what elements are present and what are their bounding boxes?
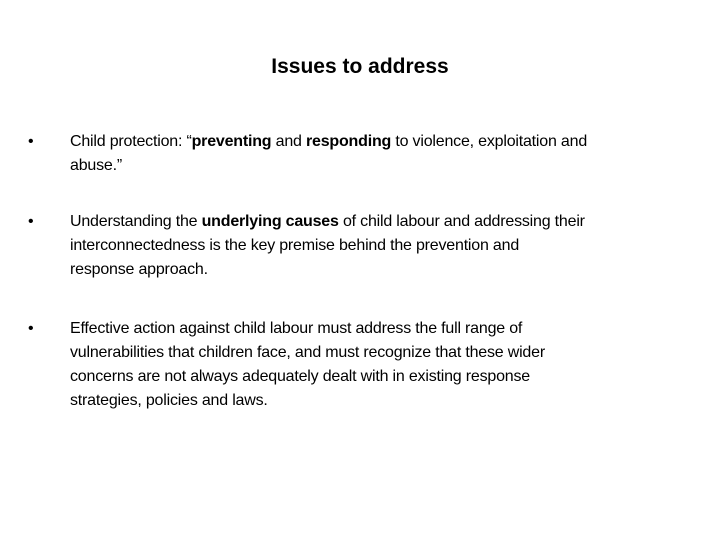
bullet-line: interconnectedness is the key premise behind the prevention and (70, 237, 520, 254)
text: to violence, exploitation and (391, 133, 588, 150)
bullet-line: abuse.” (70, 157, 122, 174)
bold-text: preventing (191, 133, 272, 150)
bold-text: responding (305, 133, 392, 150)
bullet-line: concerns are not always adequately dealt with in existing response (70, 368, 530, 385)
bullet-dot: • (28, 320, 34, 337)
bullet-line: strategies, policies and laws. (70, 392, 268, 409)
bullet-line (70, 130, 587, 154)
bullet-dot: • (28, 133, 34, 150)
bullet-line: vulnerabilities that children face, and must recognize that these wider (70, 344, 545, 361)
text: Understanding the (70, 213, 202, 230)
text: Child protection: “ (70, 133, 192, 150)
bullet-dot: • (28, 213, 34, 230)
bullet-line (70, 210, 585, 234)
bold-text: underlying causes (201, 213, 339, 230)
bullet-line: Effective action against child labour must address the full range of (70, 320, 523, 337)
bullet-line: response approach. (70, 261, 208, 278)
slide-title: Issues to address (271, 55, 449, 78)
text: and (271, 133, 306, 150)
text: of child labour and addressing their (338, 213, 585, 230)
